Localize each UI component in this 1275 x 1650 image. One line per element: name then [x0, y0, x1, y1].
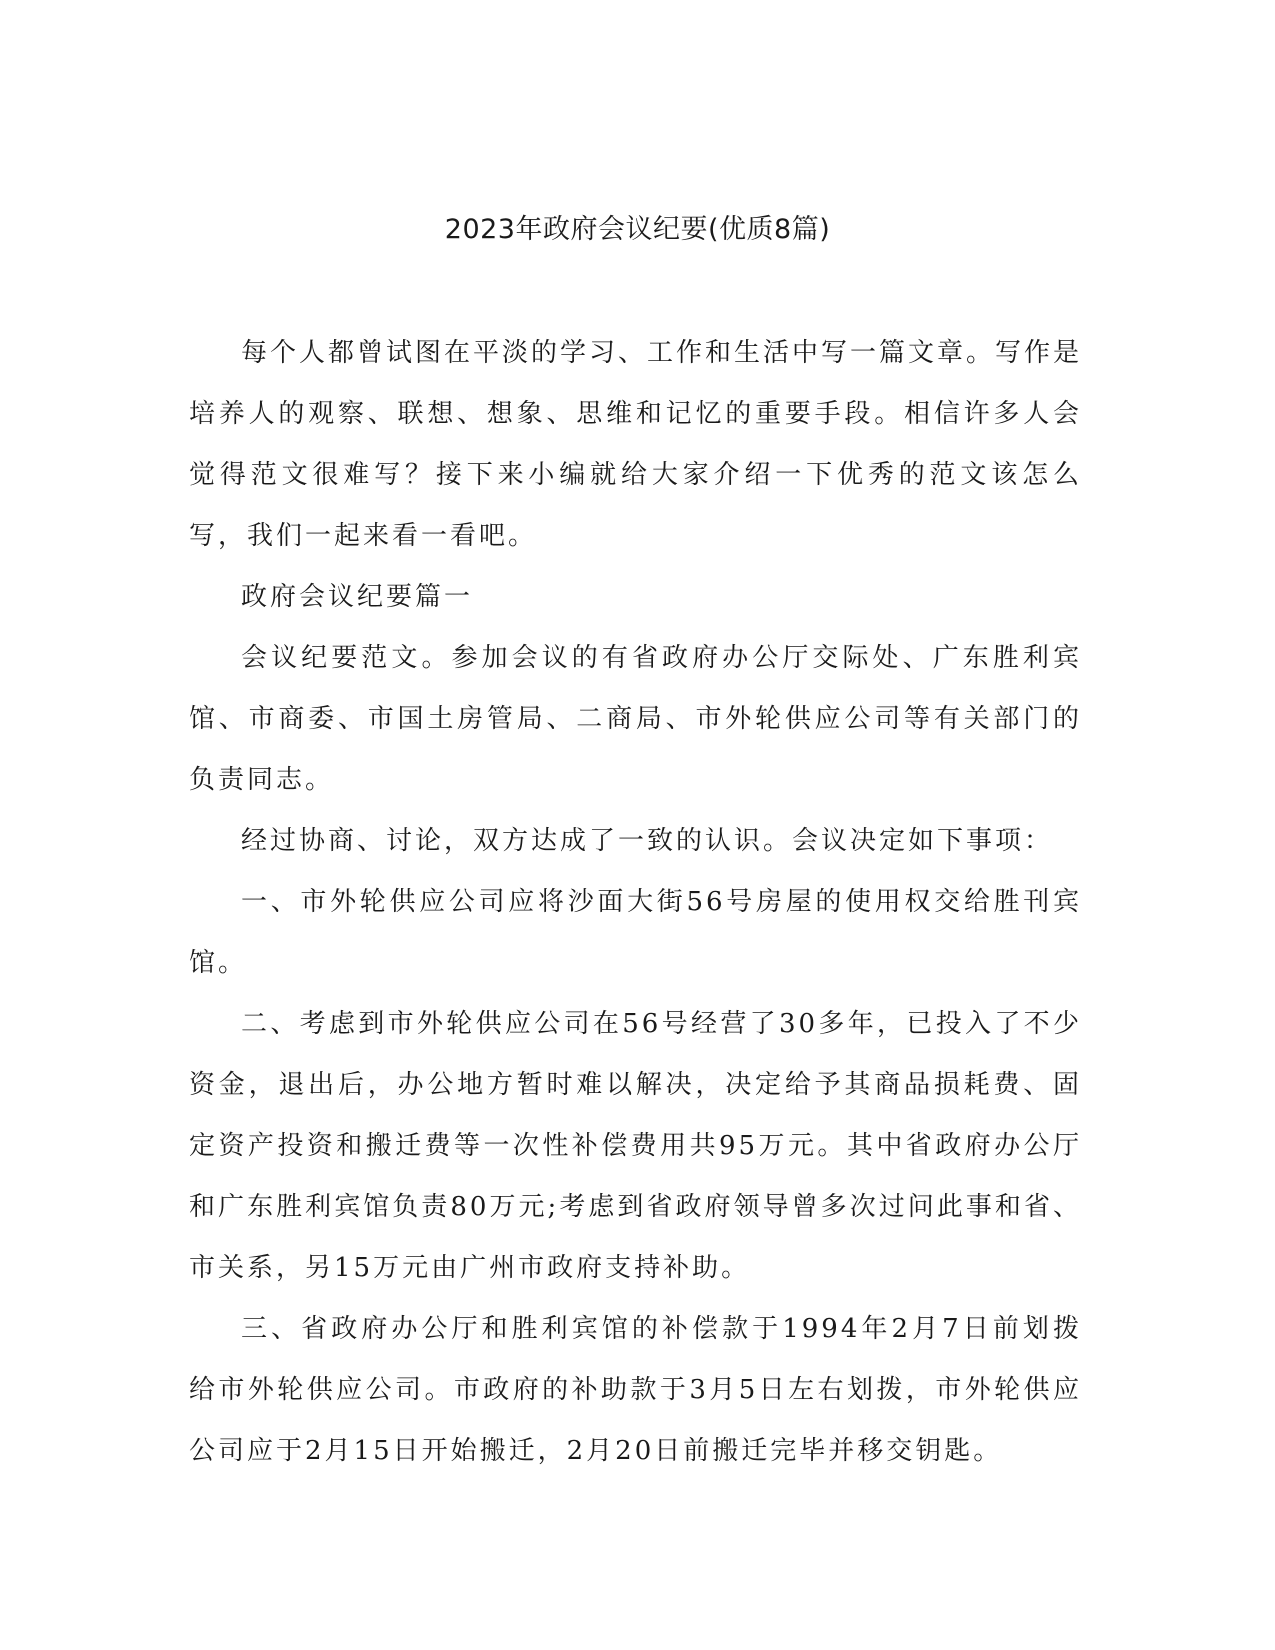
section-heading-1: 政府会议纪要篇一 [241, 582, 474, 612]
intro-paragraph: 每个人都曾试图在平淡的学习、工作和生活中写一篇文章。写作是培养人的观察、联想、想象、思维和记忆的重要手段。相信许多人会觉得范文很难写？接下来小编就给大家介绍一下优秀的范文该怎么写，我们一起来看一看吧。 [189, 338, 1083, 551]
decision-item-2: 二、考虑到市外轮供应公司在56号经营了30多年，已投入了不少资金，退出后，办公地方暂时难以解决，决定给予其商品损耗费、固定资产投资和搬迁费等一次性补偿费用共95万元。其中省政府办公厅和广东胜利宾馆负责80万元;考虑到省政府领导曾多次过问此事和省、市关系，另15万元由广州市政府支持补助。 [189, 1009, 1082, 1283]
document-title: 2023年政府会议纪要(优质8篇) [444, 214, 831, 245]
document-body [189, 323, 1082, 1482]
consensus-paragraph: 经过协商、讨论，双方达成了一致的认识。会议决定如下事项： [241, 826, 1054, 856]
decision-item-1: 一、市外轮供应公司应将沙面大街56号房屋的使用权交给胜刊宾馆。 [189, 887, 1082, 978]
decision-item-3: 三、省政府办公厅和胜利宾馆的补偿款于1994年2月7日前划拨给市外轮供应公司。市政府的补助款于3月5日左右划拨，市外轮供应公司应于2月15日开始搬迁，2月20日前搬迁完毕并移交钥匙。 [189, 1314, 1082, 1466]
attendees-paragraph: 会议纪要范文。参加会议的有省政府办公厅交际处、广东胜利宾馆、市商委、市国土房管局、二商局、市外轮供应公司等有关部门的负责同志。 [189, 643, 1082, 795]
